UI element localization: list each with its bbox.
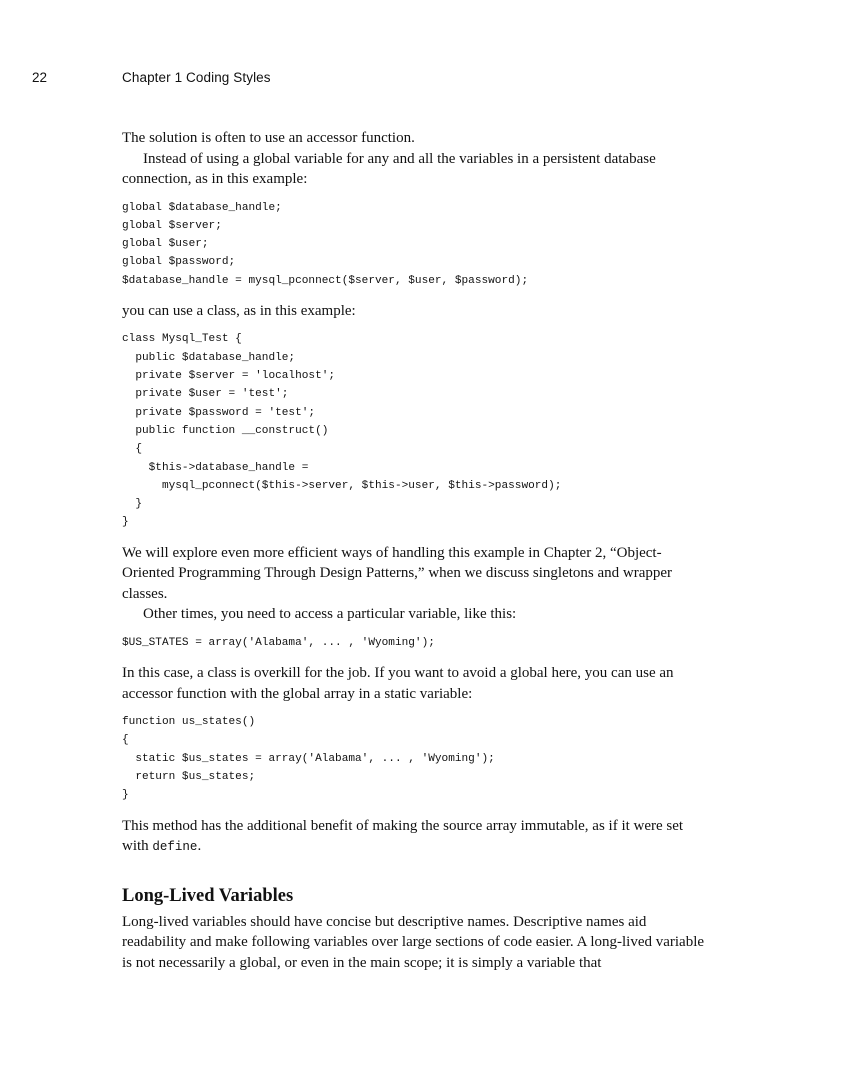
code-line: mysql_pconnect($this->server, $this->user, $this->password);	[122, 479, 562, 492]
code-line: }	[122, 498, 142, 511]
code-line: private $password = 'test';	[122, 406, 316, 419]
code-block-class	[122, 330, 712, 531]
paragraph-3: you can use a class, as in this example:	[122, 302, 356, 319]
paragraph-8: Long-lived variables should have concise but descriptive names. Descriptive names aid readability and make following variables over large sections of code easier. A long-lived variable is not necessarily a global, or even in the main scope; it is simply a variable that	[122, 913, 705, 971]
code-line: static $us_states = array('Alabama', ... , 'Wyoming');	[122, 752, 495, 765]
code-line: $database_handle = mysql_pconnect($server, $user, $password);	[122, 274, 529, 287]
paragraph-1: The solution is often to use an accessor function.	[122, 130, 415, 146]
code-line: }	[122, 516, 129, 529]
code-line: function us_states()	[122, 716, 256, 729]
code-line: public $database_handle;	[122, 351, 296, 364]
paragraph-6: In this case, a class is overkill for the job. If you want to avoid a global here, you can use an accessor function with the global array in a static variable:	[122, 665, 674, 702]
chapter-title: Chapter 1 Coding Styles	[122, 70, 271, 85]
code-line: {	[122, 443, 142, 456]
code-line: private $user = 'test';	[122, 388, 289, 401]
code-line: $US_STATES = array('Alabama', ... , 'Wyoming');	[122, 636, 435, 649]
code-line: {	[122, 734, 129, 747]
code-line: public function __construct()	[122, 424, 329, 437]
paragraph-7-text: This method has the additional benefit of making the source array immutable, as if it were set with	[122, 817, 684, 855]
inline-code-define: define	[152, 840, 198, 855]
page-body	[122, 128, 712, 973]
paragraph-2: Instead of using a global variable for any and all the variables in a persistent database connection, as in this example:	[122, 150, 656, 187]
paragraph-4: We will explore even more efficient ways of handling this example in Chapter 2, “Object-Oriented Programming Through Design Patterns,” when we discuss singletons and wrapper classes.	[122, 544, 673, 602]
code-block-globals	[122, 199, 712, 290]
code-block-us-states	[122, 634, 712, 652]
section-heading: Long-Lived Variables	[122, 885, 294, 906]
paragraph-7-end: .	[197, 838, 202, 855]
code-line: $this->database_handle =	[122, 461, 309, 474]
code-line: }	[122, 789, 129, 802]
code-line: private $server = 'localhost';	[122, 370, 336, 383]
code-line: class Mysql_Test {	[122, 333, 242, 346]
code-block-function	[122, 713, 712, 804]
code-line: global $server;	[122, 219, 222, 232]
code-line: global $database_handle;	[122, 201, 282, 214]
code-line: return $us_states;	[122, 770, 256, 783]
paragraph-5: Other times, you need to access a particular variable, like this:	[143, 606, 517, 623]
running-head	[0, 70, 841, 90]
code-line: global $password;	[122, 256, 236, 269]
page-number: 22	[32, 70, 48, 85]
paragraph-7	[122, 816, 712, 858]
code-line: global $user;	[122, 238, 209, 251]
